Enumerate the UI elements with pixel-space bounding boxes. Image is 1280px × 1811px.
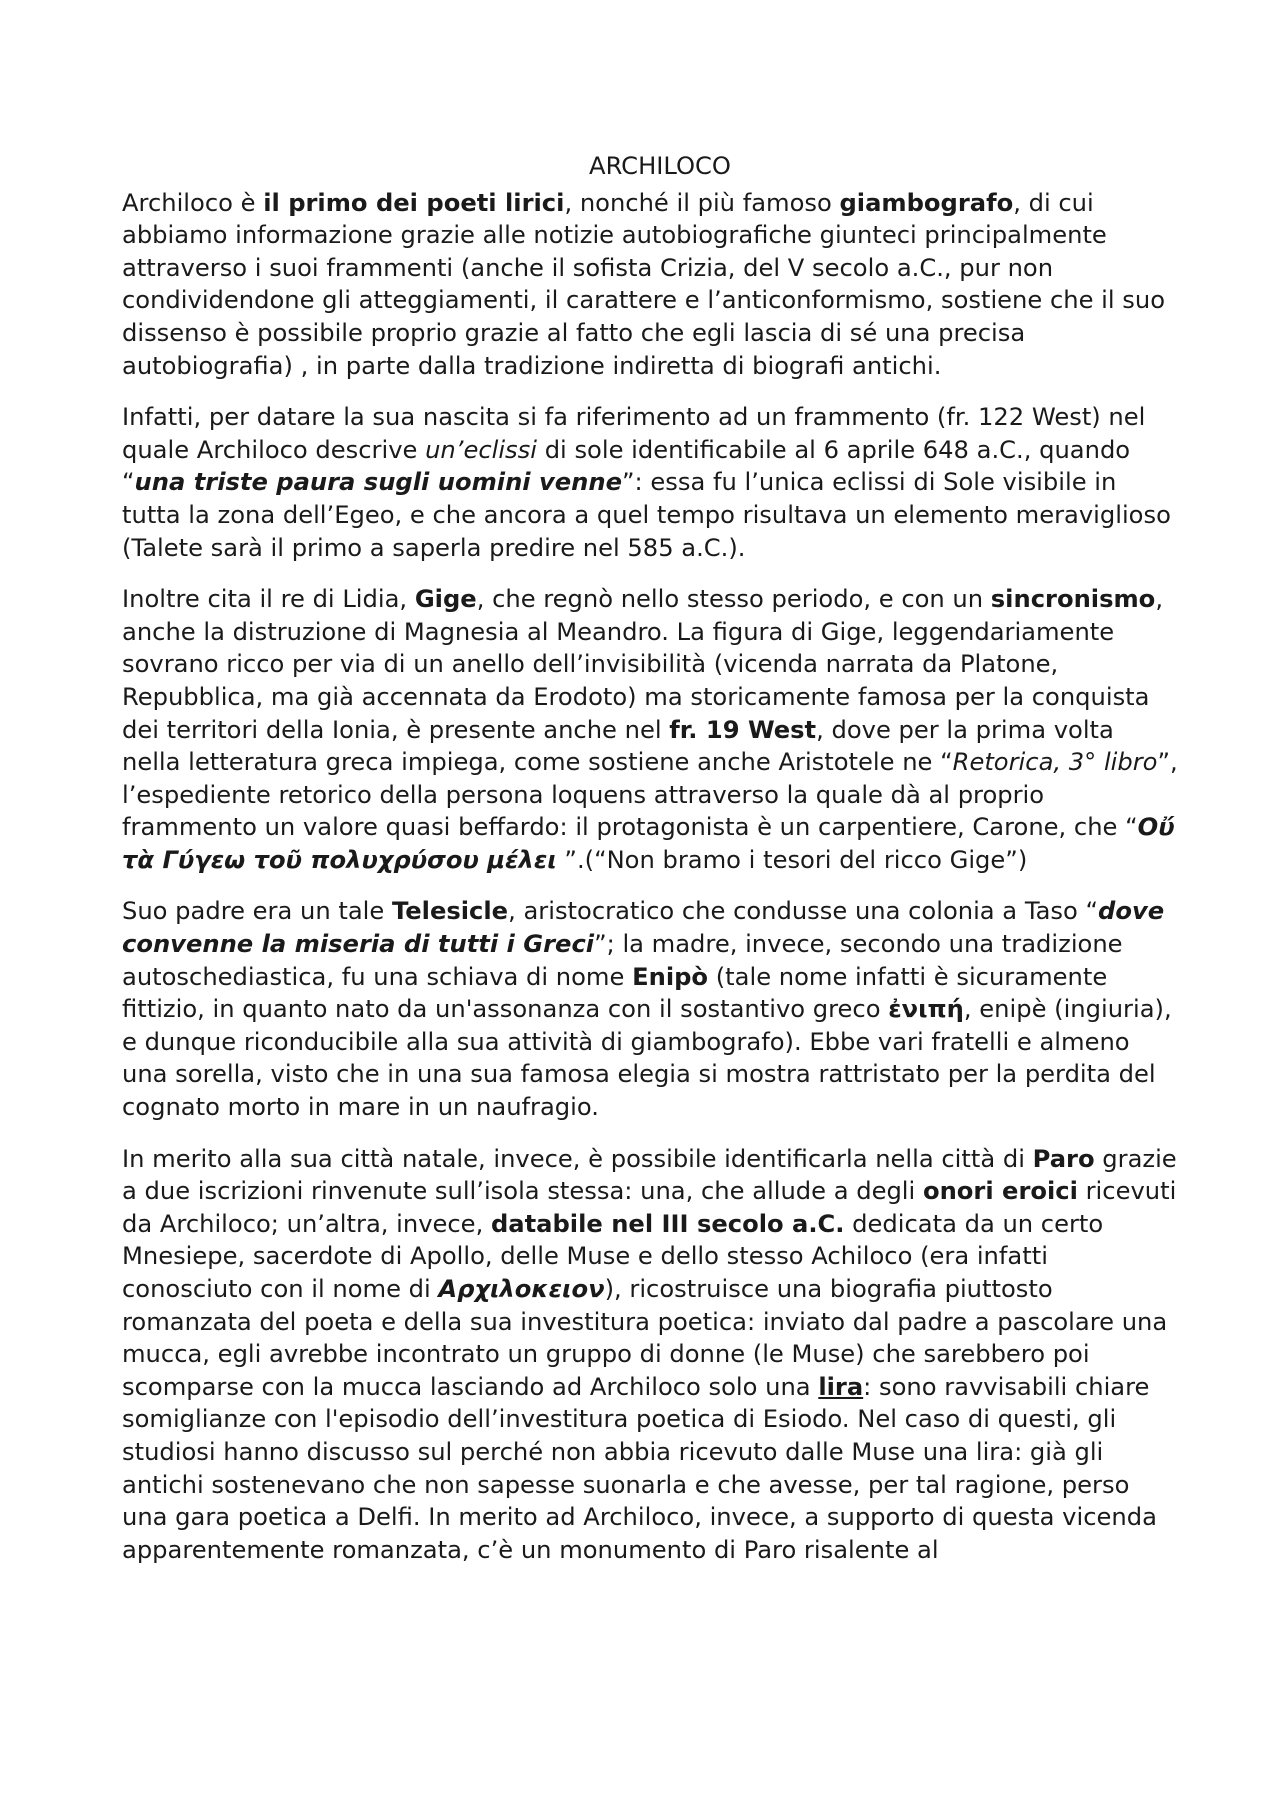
text-run: , aristocratico che condusse una colonia a Taso “ — [508, 897, 1099, 926]
greek-word: ἐνιπή — [888, 995, 964, 1024]
text-run: , anche la distruzione di Magnesia al Meandro. La figura di Gige, leggendariamente sovrano ricco per via di un anello dell’invisibilità (vicenda narrata da Platone, Repubblica, ma già accennata da Erodoto) ma storicamente famosa per la conquista dei territori della Ionia, è presente anche nel — [122, 585, 1164, 744]
text-run: , enipè (ingiuria), e dunque riconducibile alla sua attività di giambografo). Ebbe vari fratelli e almeno una sorella, visto che in una sua famosa elegia si mostra rattristato per la perdita del cognato morto in mare in un naufragio. — [122, 995, 1172, 1122]
bold-text: sincronismo — [990, 585, 1156, 614]
text-run: di sole identificabile al 6 aprile 648 a.C., quando “ — [122, 435, 1131, 497]
bold-text: databile nel III secolo a.C. — [490, 1209, 845, 1238]
bold-italic-text: dove convenne la miseria di tutti i Greci — [122, 897, 1165, 959]
text-run: ”: essa fu l’unica eclissi di Sole visibile in tutta la zona dell’Egeo, e che ancora a quel tempo risultava un elemento meraviglioso (Talete sarà il primo a saperla predire nel 585 a.C.). — [122, 468, 1171, 562]
text-run: ”.(“Non bramo i tesori del ricco Gige”) — [556, 845, 1028, 874]
underlined-word — [818, 1373, 863, 1401]
bold-underline-text: lira — [818, 1372, 864, 1401]
text-run: Infatti, per datare la sua nascita si fa riferimento ad un frammento (fr. 122 West) nel quale Archiloco descrive — [122, 403, 1146, 464]
bold-italic-text: Οὔ τὰ Γύγεω τοῦ πολυχρύσου μέλει — [122, 813, 1175, 874]
text-run: dedicata da un certo Mnesiepe, sacerdote di Apollo, delle Muse e dello stesso Achiloco (era infatti conosciuto con il nome di — [122, 1209, 1104, 1303]
paragraph-birthplace — [122, 1143, 1178, 1567]
bold-text: il primo dei poeti lirici — [263, 188, 565, 217]
text-run: grazie a due iscrizioni rinvenute sull’isola stessa: una, che allude a degli — [122, 1144, 1177, 1206]
bold-text: fr. 19 West — [669, 715, 817, 744]
paragraph-family — [122, 895, 1178, 1123]
bold-text: onori eroici — [922, 1177, 1078, 1206]
text-run: ”, l’espediente retorico della persona loquens attraverso la quale dà al proprio frammento un valore quasi beffardo: il protagonista è un carpentiere, Carone, che “ — [122, 748, 1178, 842]
italic-text: un’eclissi — [425, 435, 537, 464]
text-run: , che regnò nello stesso periodo, e con un — [476, 585, 991, 614]
text-run: (tale nome infatti è sicuramente fittizio, in quanto nato da un'assonanza con il sostantivo greco — [122, 962, 1108, 1024]
paragraph-eclipse — [122, 401, 1178, 564]
bold-text: Enipò — [632, 962, 709, 991]
bold-text: Telesicle — [391, 897, 509, 926]
text-run: , di cui abbiamo informazione grazie alle notizie autobiografiche giunteci principalmente attraverso i suoi frammenti (anche il sofista Crizia, del V secolo a.C., pur non condividendone gli atteggiamenti, il carattere e l’anticonformismo, sostiene che il suo dissenso è possibile proprio grazie al fatto che egli lascia di sé una precisa autobiografia) , in parte dalla tradizione indiretta di biografi antichi. — [122, 188, 1166, 380]
text-run: Suo padre era un tale — [122, 897, 392, 926]
italic-text: Retorica, 3° libro — [952, 748, 1158, 777]
document-page — [122, 150, 1178, 1585]
text-run: , dove per la prima volta nella letteratura greca impiega, come sostiene anche Aristotele ne “ — [122, 715, 1114, 777]
text-run: , nonché il più famoso — [564, 188, 840, 217]
bold-text: giambografo — [839, 188, 1014, 217]
quote-text — [135, 468, 622, 496]
bold-text: Paro — [1032, 1144, 1095, 1173]
text-run: ), ricostruisce una biografia piuttosto romanzata del poeta e della sua investitura poetica: inviato dal padre a pascolare una mucca, egli avrebbe incontrato un gruppo di donne (le Muse) che sarebbero poi scomparse con la mucca lasciando ad Archiloco solo una — [122, 1275, 1168, 1401]
greek-name — [438, 1275, 604, 1303]
document-title: ARCHILOCO — [589, 152, 731, 180]
paragraph-intro — [122, 187, 1178, 383]
bold-text: Gige — [414, 585, 477, 614]
bold-italic-text: Αρχιλοκειον — [438, 1275, 605, 1303]
bold-italic-text: una triste paura sugli uomini venne — [134, 468, 623, 497]
text-run: : sono ravvisabili chiare somiglianze con l'episodio dell’investitura poetica di Esiodo. Nel caso di questi, gli studiosi hanno discusso sul perché non abbia ricevuto dalle Muse una lira: già gli antichi sostenevano che non sapesse suonarla e che avesse, per tal ragione, perso una gara poetica a Delfi. In merito ad Archiloco, invece, a supporto di questa vicenda apparentemente romanzata, c’è un monumento di Paro risalente al — [122, 1372, 1157, 1564]
text-run: In merito alla sua città natale, invece, è possibile identificarla nella città di — [122, 1144, 1033, 1173]
text-run: Inoltre cita il re di Lidia, — [122, 585, 415, 614]
text-run: ”; la madre, invece, secondo una tradizione autoschediastica, fu una schiava di nome — [122, 930, 1123, 991]
paragraph-gige — [122, 583, 1178, 876]
text-run: ricevuti da Archiloco; un’altra, invece, — [122, 1177, 1177, 1238]
text-run: Archiloco è — [122, 188, 264, 217]
